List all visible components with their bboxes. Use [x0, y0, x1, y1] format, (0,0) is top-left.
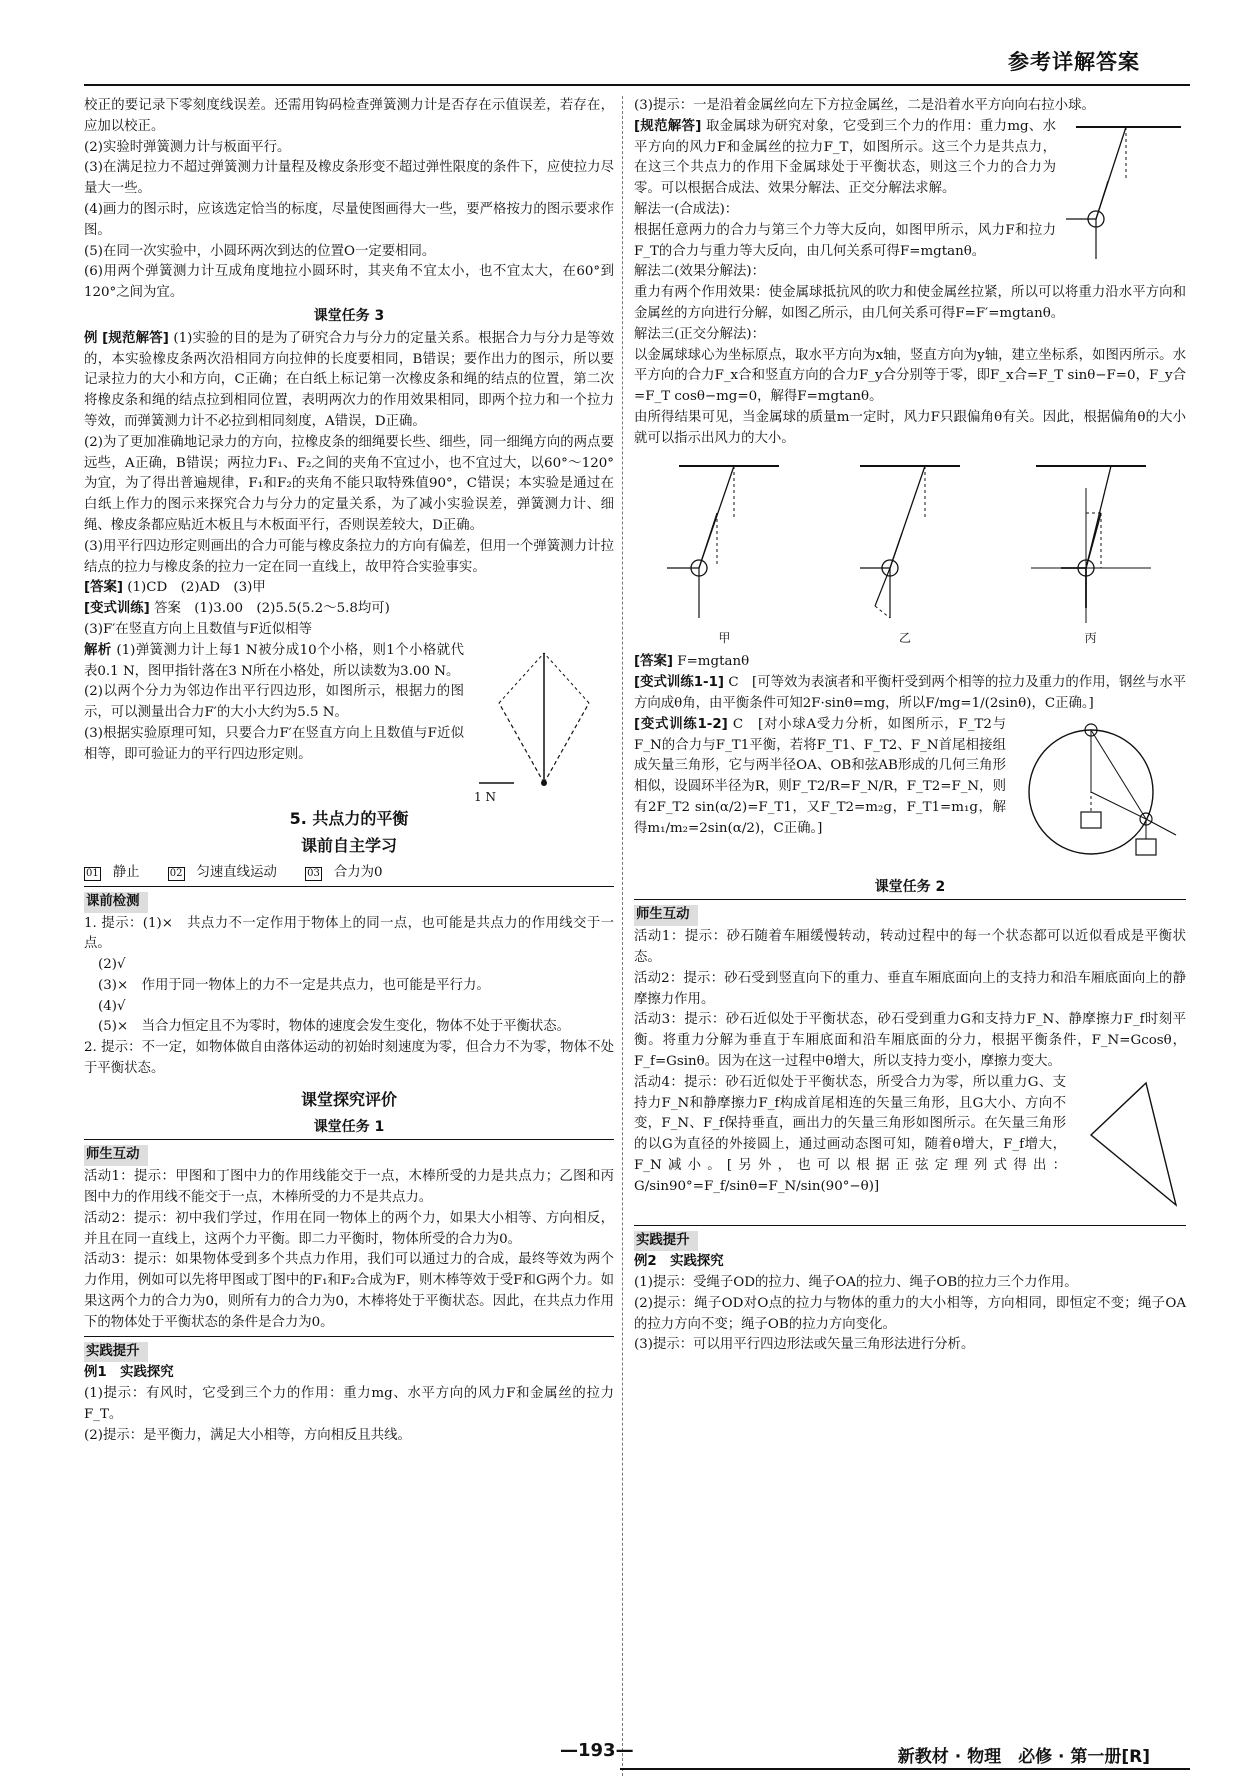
- text-block: 活动2：提示：砂石受到竖直向下的重力、垂直车厢底面向上的支持力和沿车厢底面向上的静摩擦力作用。: [634, 970, 1186, 1007]
- task-heading: 课堂任务 1: [313, 1118, 385, 1135]
- caption-yi: 乙: [898, 630, 911, 645]
- variant-tag: [变式训练]: [84, 601, 150, 617]
- pre-answer-03: 合力为0: [333, 864, 383, 880]
- check-bar: 课前检测: [84, 892, 148, 913]
- text-block: (2)提示：是平衡力，满足大小相等，方向相反且共线。: [84, 1427, 411, 1443]
- text-block: 活动3：提示：如果物体受到多个共点力作用，我们可以通过力的合成，最终等效为两个力作用，例如可以先将甲图或丁图中的F₁和F₂合成为F，则木棒等效于受F和G两个力。如果这两个力的合力为0，则所有力的合力为0，木棒将处于平衡状态。因此，在共点力作用下的物体处于平衡状态的条件是合力为0。: [84, 1252, 614, 1330]
- variant-block: [634, 673, 1186, 715]
- divider-line: [84, 1336, 614, 1337]
- solution-tag: [规范解答]: [102, 330, 169, 346]
- analysis-tag: 解析: [84, 642, 112, 658]
- text-block: (6)用两个弹簧测力计互成角度地拉小圆环时，其夹角不宜太小，也不宜太大，在60°到120°之间为宜。: [84, 264, 614, 301]
- text-block: 1. 提示：(1)× 共点力不一定作用于物体上的同一点，也可能是共点力的作用线交于一点。: [84, 915, 614, 952]
- interaction-bar: 师生互动: [634, 905, 698, 926]
- footer-rule: [620, 1768, 1190, 1770]
- text-block: (2)以两个分力为邻边作出平行四边形，如图所示，根据力的图示，可以测量出合力F′的大小大约为5.5 N。: [84, 684, 464, 721]
- circle-figure: [1016, 717, 1186, 875]
- text-block: 重力有两个作用效果：使金属球抵抗风的吹力和使金属丝拉紧，所以可以将重力沿水平方向和金属丝的方向进行分解，如图乙所示，由几何关系可得F=F′=mgtanθ。: [634, 285, 1186, 321]
- divider-line: [634, 899, 1186, 900]
- text-block: 2. 提示：不一定，如物体做自由落体运动的初始时刻速度为零，但合力不为零，物体不处于平衡状态。: [84, 1040, 614, 1077]
- text-block: C [可等效为表演者和平衡杆受到两个相等的拉力及重力的作用，钢丝与水平方向成θ角，由平衡条件可知2F·sinθ=mg，所以F/mg=1/(2sinθ)，C正确。]: [634, 675, 1187, 711]
- scale-label: 1 N: [474, 789, 496, 804]
- text-block: (4)画力的图示时，应该选定恰当的标度，尽量使图画得大一些，要严格按力的图示要求作图。: [84, 201, 614, 238]
- divider-line: [84, 886, 614, 887]
- text-block: (3)在满足拉力不超过弹簧测力计量程及橡皮条形变不超过弹性限度的条件下，应使拉力尽量大一些。: [84, 160, 614, 197]
- text-block: (2)提示：绳子OD对O点的拉力与物体的重力的大小相等，方向相同，即恒定不变；绳子OA的拉力方向不变；绳子OB的拉力方向变化。: [634, 1295, 1186, 1332]
- answer-tag: [答案]: [84, 580, 124, 596]
- text-block: (1)实验的目的是为了研究合力与分力的定量关系。根据合力与分力是等效的，本实验橡皮条两次沿相同方向拉伸的长度要相同，B错误；要作出力的图示，所以要记录拉力的大小和方向，C正确；在白纸上标记第一次橡皮条和绳的结点的位置，第二次将橡皮条和绳的结点拉到相同位置，表明两次力的作用效果相同，即两个拉力和一个拉力等效，而弹簧测力计不必拉到相同刻度，A错误，D正确。: [84, 330, 614, 429]
- left-column: [84, 96, 614, 1447]
- answer-text: (1)CD (2)AD (3)甲: [127, 580, 266, 596]
- pre-study-answers: [84, 863, 614, 884]
- practice-bar: 实践提升: [84, 1342, 148, 1363]
- interaction-bar: 师生互动: [84, 1145, 148, 1166]
- answer-text: F=mgtanθ: [677, 654, 750, 670]
- diagram-yi: [840, 458, 970, 628]
- force-triangle-diagram: [1076, 1075, 1186, 1215]
- text-block: 活动1：提示：甲图和丁图中力的作用线能交于一点，木棒所受的力是共点力；乙图和丙图中力的作用线不能交于一点，木棒所受的力不是共点力。: [84, 1169, 614, 1206]
- figure-jia: [659, 458, 789, 649]
- caption-bing: 丙: [1084, 630, 1097, 645]
- ball-force-diagram: [1066, 119, 1186, 269]
- text-block: 根据任意两力的合力与第三个力等大反向，如图甲所示，风力F和拉力F_T的合力与重力等大反向，由几何关系可得F=mgtanθ。: [634, 222, 1056, 259]
- method-heading: 解法一(合成法)：: [634, 201, 739, 217]
- section-title: 5. 共点力的平衡: [289, 809, 409, 829]
- header-title: 参考详解答案: [1008, 50, 1140, 74]
- text-block: (3)F′在竖直方向上且数值与F近似相等: [84, 621, 313, 637]
- variant-answer: 答案 (1)3.00 (2)5.5(5.2～5.8均可): [154, 601, 390, 617]
- evaluation-title: 课堂探究评价: [300, 1089, 397, 1109]
- text-block: (2)为了更加准确地记录力的方向，拉橡皮条的细绳要长些、细些，同一细绳方向的两点要远些，A正确，B错误；两拉力F₁、F₂之间的夹角不宜过小，也不宜过大，以60°～120°为宜，为了得出普遍规律，F₁和F₂的夹角不能只取特殊值90°，C错误；本实验是通过在白纸上作力的图示来探究合力与分力的定量关系，为了减小实验误差，弹簧测力计、细绳、橡皮条都应贴近木板且与木板面平行，否则误差较大，D正确。: [84, 434, 614, 533]
- diagram-bing: [1021, 458, 1161, 628]
- task-heading: 课堂任务 3: [313, 307, 385, 324]
- text-block: (1)提示：受绳子OD的拉力、绳子OA的拉力、绳子OB的拉力三个力作用。: [634, 1275, 1078, 1291]
- figure-bing: [1021, 458, 1161, 649]
- answer-block: [84, 578, 614, 599]
- answer-tag: [答案]: [634, 654, 674, 670]
- solution-tag: [规范解答]: [634, 118, 702, 134]
- text-block: 以金属球球心为坐标原点，取水平方向为x轴，竖直方向为y轴，建立坐标系，如图丙所示。水平方向的合力F_x合和竖直方向的合力F_y合分别等于零，即F_x合=F_T sinθ−F=0，F_y合=F_T cosθ−mg=0，解得F=mgtanθ。: [634, 347, 1186, 405]
- text-block: 活动1：提示：砂石随着车厢缓慢转动，转动过程中的每一个状态都可以近似看成是平衡状态。: [634, 929, 1186, 965]
- text-block: 活动3：提示：砂石近似处于平衡状态，砂石受到重力G和支持力F_N、静摩擦力F_f时刻平衡。将重力分解为垂直于车厢底面和沿车厢底面的分力，根据平衡条件，F_N=Gcosθ，F_f=Gsinθ。因为在这一过程中θ增大，所以支持力变小，摩擦力变大。: [634, 1012, 1186, 1069]
- pre-answer-02: 匀速直线运动: [196, 864, 277, 880]
- pre-answer-01: 静止: [112, 864, 140, 880]
- example-heading: 例1 实践探究: [84, 1365, 174, 1381]
- variant-tag: [变式训练1-2]: [634, 716, 728, 732]
- three-figures: [634, 458, 1186, 649]
- text-block: (3)× 作用于同一物体上的力不一定是共点力，也可能是平行力。: [98, 977, 490, 993]
- book-title: 新教材 · 物理 必修 · 第一册[R]: [897, 1747, 1150, 1767]
- text-block: 校正的要记录下零刻度线误差。还需用钩码检查弹簧测力计是否存在示值误差，若存在，应加以校正。: [84, 98, 614, 134]
- number-03-icon: 03: [307, 867, 320, 879]
- text-block: (3)根据实验原理可知，只要合力F′在竖直方向上且数值与F近似相等，即可验证力的平行四边形定则。: [84, 725, 464, 762]
- column-divider: [622, 96, 623, 1776]
- text-block: (5)在同一次实验中，小圆环两次到达的位置O一定要相同。: [84, 243, 436, 259]
- text-block: (4)√: [98, 998, 126, 1014]
- right-column: [634, 96, 1186, 1356]
- text-block: (3)提示：一是沿着金属丝向左下方拉金属丝，二是沿着水平方向向右拉小球。: [634, 98, 1095, 113]
- parallelogram-diagram: [474, 643, 614, 793]
- text-block: (3)用平行四边形定则画出的合力可能与橡皮条拉力的方向有偏差，但用一个弹簧测力计拉结点的拉力与橡皮条的拉力一定在同一直线上，故甲符合实验事实。: [84, 538, 614, 575]
- text-block: 活动2：提示：初中我们学过，作用在同一物体上的两个力，如果大小相等、方向相反，并且在同一直线上，这两个力平衡。即二力平衡时，物体所受的合力为0。: [84, 1210, 614, 1247]
- text-block: 活动4：提示：砂石近似处于平衡状态，所受合力为零，所以重力G、支持力F_N和静摩擦力F_f构成首尾相连的矢量三角形，且G大小、方向不变，F_N、F_f保持垂直，画出力的矢量三角形如图所示。在矢量三角形的以G为直径的外接圆上，通过画动态图可知，随着θ增大，F_f增大，F_N减小。[另外，也可以根据正弦定理列式得出：G/sin90°=F_f/sinθ=F_N/sin(90°−θ)]: [634, 1074, 1066, 1194]
- example-block: [84, 329, 614, 433]
- practice-bar: 实践提升: [634, 1231, 698, 1252]
- header-rule: [84, 84, 1190, 86]
- variant-block: [84, 599, 614, 620]
- ball-figure: [1066, 119, 1186, 277]
- text-block: (1)提示：有风时，它受到三个力的作用：重力mg、水平方向的风力F和金属丝的拉力F_T。: [84, 1386, 614, 1423]
- method-heading: 解法二(效果分解法)：: [634, 264, 765, 280]
- text-block: C [对小球A受力分析，如图所示，F_T2与F_N的合力与F_T1平衡，若将F_T1、F_T2、F_N首尾相接组成矢量三角形，它与两半径OA、OB和弦AB形成的几何三角形相似，设圆环半径为R，则F_T2/R=F_N/R，F_T2=F_N，则有2F_T2 sin(α/2)=F_T1，又F_T2=m₂g，F_T1=m₁g，解得m₁/m₂=2sin(α/2)，C正确。]: [634, 716, 1007, 836]
- text-block: (2)实验时弹簧测力计与板面平行。: [84, 139, 291, 155]
- method-heading: 解法三(正交分解法)：: [634, 326, 765, 342]
- divider-line: [84, 1139, 614, 1140]
- figure-yi: [840, 458, 970, 649]
- text-block: (1)弹簧测力计上每1 N被分成10个小格，则1个小格就代表0.1 N，图甲指针落在3 N所在小格处，所以读数为3.00 N。: [84, 642, 465, 679]
- number-01-icon: 01: [86, 867, 99, 879]
- ring-diagram: [1016, 717, 1186, 867]
- parallelogram-figure: [474, 643, 614, 808]
- text-block: (5)× 当合力恒定且不为零时，物体的速度会发生变化，物体不处于平衡状态。: [98, 1019, 571, 1035]
- text-block: 由所得结果可见，当金属球的质量m一定时，风力F只跟偏角θ有关。因此，根据偏角θ的大小就可以指示出风力的大小。: [634, 409, 1187, 446]
- answer-block: [634, 652, 1186, 673]
- text-block: (3)提示：可以用平行四边形法或矢量三角形法进行分析。: [634, 1337, 975, 1353]
- triangle-figure: [1076, 1075, 1186, 1223]
- task-heading: 课堂任务 2: [874, 878, 946, 895]
- text-block: (2)√: [98, 957, 126, 973]
- pre-study-title: 课前自主学习: [300, 836, 397, 856]
- diagram-jia: [659, 458, 789, 628]
- divider-line: [634, 1225, 1186, 1226]
- number-02-icon: 02: [169, 867, 183, 879]
- example-heading: 例2 实践探究: [634, 1254, 724, 1270]
- example-label: 例: [84, 330, 98, 346]
- caption-jia: 甲: [718, 630, 731, 645]
- text-block: 取金属球为研究对象，它受到三个力的作用：重力mg、水平方向的风力F和金属丝的拉力F_T，如图所示。这三个力是共点力，在这三个共点力的作用下金属球处于平衡状态，则这三个力的合力为零。可以根据合成法、效果分解法、正交分解法求解。: [634, 118, 1056, 197]
- variant-tag: [变式训练1-1]: [634, 675, 725, 691]
- page-number: —193—: [560, 1740, 634, 1761]
